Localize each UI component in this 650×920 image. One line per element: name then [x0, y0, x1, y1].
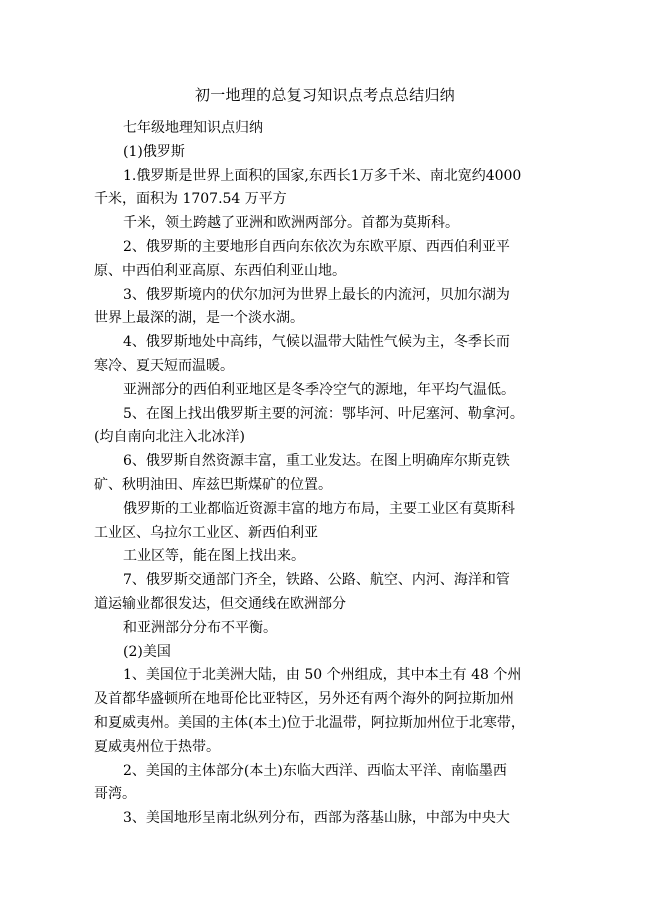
text-line: 4、俄罗斯地处中高纬，气候以温带大陆性气候为主，冬季长而 [123, 334, 510, 351]
text-line: 工业区等，能在图上找出来。 [123, 548, 305, 565]
text-line: (2)美国 [123, 643, 171, 660]
text-line: 3、美国地形呈南北纵列分布，西部为落基山脉，中部为中央大 [123, 810, 510, 827]
text-line: 1.俄罗斯是世界上面积的国家,东西长1万多千米、南北宽约4000 [123, 167, 522, 184]
text-line: 亚洲部分的西伯利亚地区是冬季冷空气的源地，年平均气温低。 [123, 381, 515, 398]
text-line: 千米，领土跨越了亚洲和欧洲两部分。首都为莫斯科。 [123, 215, 459, 232]
text-line: (1)俄罗斯 [123, 143, 185, 160]
text-line: 矿、秋明油田、库兹巴斯煤矿的位置。 [94, 476, 332, 493]
text-line: 夏威夷州位于热带。 [94, 738, 220, 755]
text-line: 5、在图上找出俄罗斯主要的河流：鄂毕河、叶尼塞河、勒拿河。 [123, 405, 524, 422]
text-line: 1、美国位于北美洲大陆，由 50 个州组成，其中本土有 48 个州 [123, 667, 522, 684]
text-line: 2、美国的主体部分(本土)东临大西洋、西临太平洋、南临墨西 [123, 762, 507, 779]
document-body [94, 117, 554, 831]
text-line: 俄罗斯的工业都临近资源丰富的地方布局，主要工业区有莫斯科 [123, 500, 515, 517]
text-line: 千米，面积为 1707.54 万平方 [94, 191, 287, 208]
text-line: 原、中西伯利亚高原、东西伯利亚山地。 [94, 262, 346, 279]
text-line: 寒冷、夏天短而温暖。 [94, 357, 234, 374]
text-line: 世界上最深的湖，是一个淡水湖。 [94, 310, 304, 327]
text-line: 2、俄罗斯的主要地形自西向东依次为东欧平原、西西伯利亚平 [123, 238, 510, 255]
document-title: 初一地理的总复习知识点考点总结归纳 [194, 86, 456, 104]
text-line: 3、俄罗斯境内的伏尔加河为世界上最长的内流河，贝加尔湖为 [123, 286, 510, 303]
text-line: 七年级地理知识点归纳 [123, 120, 263, 136]
text-line: 哥湾。 [94, 786, 136, 803]
text-line: 及首都华盛顿所在地哥伦比亚特区，另外还有两个海外的阿拉斯加州 [94, 691, 514, 708]
text-line: 工业区、乌拉尔工业区、新西伯利亚 [94, 524, 318, 541]
text-line: 7、俄罗斯交通部门齐全，铁路、公路、航空、内河、海洋和管 [123, 572, 510, 589]
text-line: 道运输业都很发达，但交通线在欧洲部分 [94, 595, 346, 612]
text-line: (均自南向北注入北冰洋) [94, 429, 245, 446]
text-line: 6、俄罗斯自然资源丰富，重工业发达。在图上明确库尔斯克铁 [123, 453, 510, 470]
text-line: 和亚洲部分分布不平衡。 [123, 619, 277, 636]
text-line: 和夏威夷州。美国的主体(本土)位于北温带，阿拉斯加州位于北寒带， [94, 714, 525, 731]
